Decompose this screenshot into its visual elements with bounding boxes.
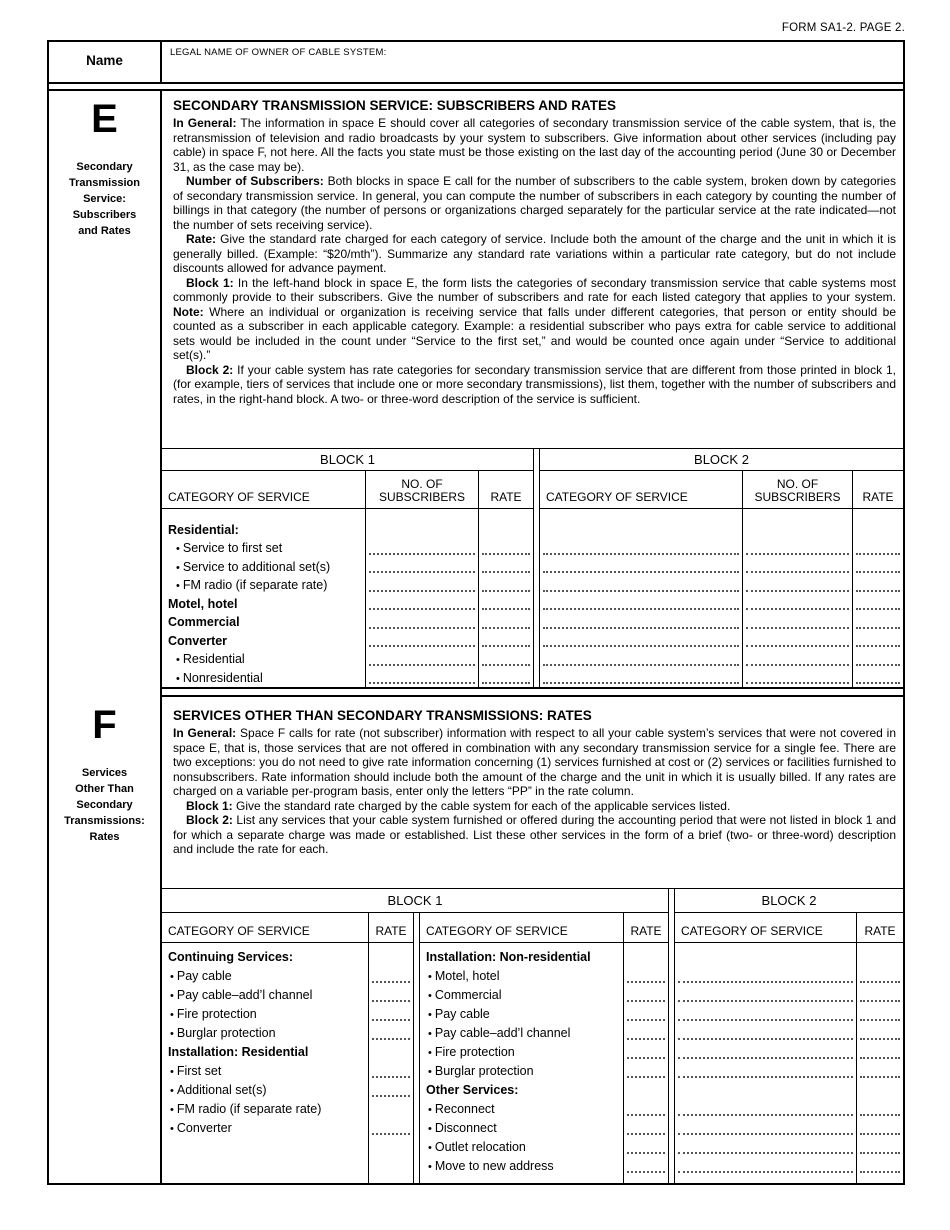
instruction-paragraph	[173, 726, 896, 799]
column-header	[853, 471, 903, 509]
fill-in-row	[857, 1138, 903, 1157]
fill-in-row	[540, 595, 742, 614]
rate-column	[623, 913, 668, 1183]
column-header	[857, 913, 903, 943]
section-e-table	[162, 448, 903, 689]
fill-in-row	[853, 576, 903, 595]
paragraph-lead: Block 2:	[186, 362, 234, 377]
section-f-sidebar-label	[49, 705, 160, 845]
fill-in-row	[857, 1043, 903, 1062]
sidebar-caption-line: Subscribers	[72, 209, 137, 221]
category-of-service-column	[420, 913, 623, 1183]
fill-in-row	[369, 1024, 413, 1043]
rate-column	[852, 471, 903, 687]
sidebar-caption-line: Services	[81, 767, 128, 779]
header-line: CATEGORY OF SERVICE	[426, 924, 568, 938]
fill-in-row	[675, 1005, 856, 1024]
fill-in-row	[675, 1157, 856, 1176]
column-rows	[369, 943, 413, 1138]
fill-in-row	[743, 650, 852, 669]
sidebar-caption-line: Other Than	[75, 783, 134, 795]
column-header	[162, 471, 365, 509]
column-header	[540, 471, 742, 509]
double-line-divider	[668, 889, 675, 1183]
column-rows	[479, 509, 533, 688]
instruction-paragraph	[173, 363, 896, 407]
name-label: Name	[49, 42, 162, 82]
rate-column	[478, 471, 533, 687]
paragraph-text: Space F calls for rate (not subscriber) information with respect to all your cable system’s services that were not covered in space E, that is, those services that are not offered in combination with any secondary transmission service for a single fee. There are two exceptions: you do not need to give rate information concerning (1) services furnished at cost or (2) services or facilities furnished to nonsubscribers. Rate information should include both the amount of the charge and the unit in which it is usually billed. If any rates are charged on a variable per-program basis, enter only the letters “PP” in the rate column.	[173, 726, 896, 798]
fill-in-row	[479, 576, 533, 595]
category-row: Installation: Residential	[168, 1045, 309, 1059]
instruction-paragraph	[173, 174, 896, 232]
fill-in-row	[743, 595, 852, 614]
fill-in-row	[540, 558, 742, 577]
category-row: • Pay cable	[420, 1005, 623, 1024]
fill-in-row	[853, 613, 903, 632]
sidebar-caption-line: and Rates	[78, 225, 131, 237]
paragraph-text: If your cable system has rate categories for secondary transmission service that are different from those printed in block 1, (for example, tiers of services that include one or more secondary transmissions), list them, together with the number of subscribers and rates, in the right-hand block. A two- or three-word description of the service is sufficient.	[173, 362, 896, 406]
section-e-sidebar-caption	[49, 159, 160, 239]
fill-in-row	[675, 1062, 856, 1081]
column-rows	[675, 943, 856, 1176]
category-row: Converter	[168, 633, 228, 648]
fill-in-row	[366, 613, 478, 632]
category-row: • Additional set(s)	[162, 1081, 368, 1100]
content-area	[162, 91, 903, 1183]
column-rows	[420, 943, 623, 1176]
block-columns	[675, 913, 903, 1183]
header-double-rule	[49, 84, 903, 91]
sidebar-caption-line: Secondary	[76, 161, 133, 173]
f-block1	[162, 889, 668, 1183]
fill-in-row	[479, 521, 533, 540]
column-header	[675, 913, 856, 943]
fill-in-row	[853, 669, 903, 688]
category-row: • Residential	[162, 650, 365, 669]
form-box	[47, 40, 905, 1185]
column-header	[366, 471, 478, 509]
paragraph-text: In the left-hand block in space E, the form lists the categories of secondary transmission service that cable systems most commonly provide to their subscribers. Give the number of subscribers and rate for each listed category that applies to your system.	[173, 275, 896, 304]
section-e-letter: E	[91, 97, 118, 141]
fill-in-row	[624, 1081, 668, 1100]
fill-in-row	[675, 1024, 856, 1043]
paragraph-text: List any services that your cable system furnished or offered during the accounting period that were not listed in block 1 and for which a separate charge was made or established. List these other services in the form of a brief (two- or three-word) description and include the rate for each.	[173, 813, 896, 856]
fill-in-row	[540, 632, 742, 651]
fill-in-row	[624, 1005, 668, 1024]
header-line: RATE	[864, 924, 896, 938]
header-line: CATEGORY OF SERVICE	[168, 924, 310, 938]
paragraph-lead: Block 1:	[186, 798, 233, 813]
e-block2	[540, 449, 903, 687]
sidebar-caption-line: Rates	[89, 831, 120, 843]
e-block1	[162, 449, 533, 687]
category-row: • Burglar protection	[420, 1062, 623, 1081]
column-rows	[366, 509, 478, 688]
fill-in-row	[366, 595, 478, 614]
fill-in-row	[743, 613, 852, 632]
fill-in-row	[540, 576, 742, 595]
section-e-instructions	[173, 98, 896, 406]
category-row: • Outlet relocation	[420, 1138, 623, 1157]
instruction-paragraph	[173, 116, 896, 174]
header-line: CATEGORY OF SERVICE	[546, 489, 688, 504]
paragraph-text: Where an individual or organization is receiving service that falls under different categories, that person or entity should be counted as a subscriber in each applicable category. Example: a residential subscriber who pays extra for cable service to additional sets would be included in the count under “Service to the first set,” and would be counted once again under “Service to additional set(s).”	[173, 304, 896, 362]
section-f-title: SERVICES OTHER THAN SECONDARY TRANSMISSIONS: RATES	[173, 708, 592, 723]
category-of-service-column	[540, 471, 742, 687]
column-rows	[853, 509, 903, 688]
fill-in-row	[743, 576, 852, 595]
no-of-subscribers-column	[365, 471, 478, 687]
category-row: Residential:	[168, 522, 239, 537]
category-row: • Service to additional set(s)	[162, 558, 365, 577]
section-divider-rule	[162, 695, 903, 697]
section-f-instructions	[173, 708, 896, 857]
column-rows	[162, 509, 365, 688]
fill-in-row	[624, 1138, 668, 1157]
fill-in-row	[479, 669, 533, 688]
fill-in-row	[540, 669, 742, 688]
fill-in-row	[857, 1005, 903, 1024]
fill-in-row	[479, 558, 533, 577]
fill-in-row	[479, 613, 533, 632]
section-e-title: SECONDARY TRANSMISSION SERVICE: SUBSCRIBERS AND RATES	[173, 98, 617, 113]
fill-in-row	[479, 595, 533, 614]
fill-in-row	[366, 558, 478, 577]
fill-in-row	[675, 1100, 856, 1119]
fill-in-row	[624, 948, 668, 967]
header-line: RATE	[862, 489, 894, 504]
column-rows	[540, 509, 742, 688]
instruction-paragraph	[173, 799, 896, 814]
fill-in-row	[853, 558, 903, 577]
paragraph-lead: Rate:	[186, 232, 217, 246]
no-of-subscribers-column	[742, 471, 852, 687]
fill-in-row	[366, 539, 478, 558]
column-header	[743, 471, 852, 509]
fill-in-row	[853, 539, 903, 558]
instruction-paragraph	[173, 813, 896, 857]
category-row: • Disconnect	[420, 1119, 623, 1138]
category-row: Motel, hotel	[168, 596, 238, 611]
header-line: SUBSCRIBERS	[754, 489, 841, 504]
fill-in-row	[366, 576, 478, 595]
fill-in-row	[675, 1119, 856, 1138]
category-row: • Pay cable–add’l channel	[420, 1024, 623, 1043]
sidebar-caption-line: Service:	[83, 193, 126, 205]
fill-in-row	[675, 986, 856, 1005]
category-row: • First set	[162, 1062, 368, 1081]
f-block2	[675, 889, 903, 1183]
paragraph-text: Both blocks in space E call for the number of subscribers to the cable system, broken down by categories of secondary transmission service. In general, you can compute the number of subscribers in each category by counting the number of billings in that category (the number of persons or organizations charged separately for the particular service at the rate indicated—not the number of sets receiving service).	[173, 174, 896, 232]
fill-in-row	[624, 1119, 668, 1138]
category-row: Commercial	[168, 615, 240, 629]
column-rows	[857, 943, 903, 1176]
header-line: SUBSCRIBERS	[378, 489, 466, 504]
fill-in-row	[369, 1062, 413, 1081]
fill-in-row	[369, 1119, 413, 1138]
section-e-sidebar-label	[49, 99, 160, 239]
column-header	[479, 471, 533, 509]
fill-in-row	[675, 1138, 856, 1157]
category-row: • Pay cable–add’l channel	[162, 986, 368, 1005]
header-line: CATEGORY OF SERVICE	[681, 924, 823, 938]
form-body	[49, 91, 903, 1183]
fill-in-row	[624, 1024, 668, 1043]
fill-in-row	[540, 650, 742, 669]
fill-in-row	[479, 650, 533, 669]
category-row: • FM radio (if separate rate)	[162, 1100, 368, 1119]
name-row	[49, 42, 903, 84]
paragraph-lead: Number of Subscribers:	[186, 174, 324, 188]
fill-in-row	[853, 650, 903, 669]
fill-in-row	[743, 539, 852, 558]
category-row: • Fire protection	[162, 1005, 368, 1024]
header-line: CATEGORY OF SERVICE	[168, 489, 310, 504]
fill-in-row	[743, 669, 852, 688]
fill-in-row	[369, 986, 413, 1005]
fill-in-row	[675, 1081, 856, 1100]
fill-in-row	[369, 967, 413, 986]
category-row: • Motel, hotel	[420, 967, 623, 986]
category-of-service-column	[162, 471, 365, 687]
category-row: • Nonresidential	[162, 669, 365, 688]
block-columns	[540, 471, 903, 687]
fill-in-row	[369, 948, 413, 967]
fill-in-row	[857, 986, 903, 1005]
legal-name-field-label: LEGAL NAME OF OWNER OF CABLE SYSTEM:	[170, 47, 387, 58]
section-f-sidebar-caption	[49, 765, 160, 845]
column-rows	[624, 943, 668, 1176]
fill-in-row	[479, 632, 533, 651]
paragraph-lead: Block 2:	[186, 813, 233, 827]
category-row: • Fire protection	[420, 1043, 623, 1062]
block-title: BLOCK 2	[540, 449, 903, 471]
header-line: NO. OF	[401, 476, 443, 491]
fill-in-row	[857, 1157, 903, 1176]
paragraph-text: Give the standard rate charged by the cable system for each of the applicable services listed.	[232, 798, 731, 813]
section-e-paragraphs	[173, 116, 896, 406]
paragraph-lead: Block 1:	[186, 275, 234, 290]
paragraph-lead: Note:	[173, 304, 204, 319]
fill-in-row	[624, 967, 668, 986]
category-of-service-column	[162, 913, 368, 1183]
paragraph-lead: In General:	[173, 726, 237, 740]
fill-in-row	[853, 595, 903, 614]
fill-in-row	[366, 669, 478, 688]
fill-in-row	[369, 1005, 413, 1024]
column-header	[624, 913, 668, 943]
fill-in-row	[624, 1043, 668, 1062]
block-title: BLOCK 2	[675, 889, 903, 913]
fill-in-row	[853, 521, 903, 540]
fill-in-row	[853, 632, 903, 651]
section-f-letter: F	[92, 703, 117, 747]
category-row: Installation: Non-residential	[426, 950, 591, 964]
header-line: NO. OF	[776, 476, 819, 491]
fill-in-row	[624, 1157, 668, 1176]
section-f-table	[162, 888, 903, 1183]
fill-in-row	[857, 948, 903, 967]
fill-in-row	[857, 967, 903, 986]
header-line: RATE	[630, 924, 662, 938]
category-row: Other Services:	[426, 1083, 519, 1097]
fill-in-row	[857, 1081, 903, 1100]
fill-in-row	[366, 650, 478, 669]
fill-in-row	[857, 1062, 903, 1081]
fill-in-row	[857, 1119, 903, 1138]
paragraph-lead: In General:	[173, 116, 237, 130]
category-row: • Burglar protection	[162, 1024, 368, 1043]
fill-in-row	[540, 521, 742, 540]
rate-column	[368, 913, 413, 1183]
fill-in-row	[479, 539, 533, 558]
sidebar	[49, 91, 162, 1183]
fill-in-row	[675, 948, 856, 967]
fill-in-row	[857, 1100, 903, 1119]
fill-in-row	[743, 521, 852, 540]
category-row: • Commercial	[420, 986, 623, 1005]
category-row: • Pay cable	[162, 967, 368, 986]
column-header	[162, 913, 368, 943]
block-title: BLOCK 1	[162, 889, 668, 913]
category-row: • Reconnect	[420, 1100, 623, 1119]
paragraph-text: Give the standard rate charged for each category of service. Include both the amount of the charge and the unit in which it is generally billed. (Example: “$20/mth”). Summarize any standard rate variations within a particular rate category, but do not include discounts allowed for advance payment.	[173, 232, 896, 275]
fill-in-row	[369, 1100, 413, 1119]
sidebar-caption-line: Transmissions:	[64, 815, 145, 827]
category-row: • Service to first set	[162, 539, 365, 558]
sidebar-caption-line: Secondary	[76, 799, 133, 811]
column-header	[369, 913, 413, 943]
category-row: Continuing Services:	[168, 950, 294, 964]
instruction-paragraph	[173, 276, 896, 363]
fill-in-row	[624, 1100, 668, 1119]
fill-in-row	[366, 632, 478, 651]
header-line: RATE	[490, 489, 522, 504]
fill-in-row	[366, 521, 478, 540]
fill-in-row	[743, 558, 852, 577]
paragraph-text: The information in space E should cover all categories of secondary transmission service of the cable system, that is, the retransmission of television and radio broadcasts by your system to subscribers. Give information about other services (including pay cable) in space F, not here. All the facts you state must be those existing on the last day of the accounting period (June 30 or December 31, as the case may be).	[173, 116, 897, 174]
fill-in-row	[624, 986, 668, 1005]
category-row: • Converter	[162, 1119, 368, 1138]
column-rows	[743, 509, 852, 688]
block-columns	[162, 471, 533, 687]
column-header	[420, 913, 623, 943]
category-row: • FM radio (if separate rate)	[162, 576, 365, 595]
block-title: BLOCK 1	[162, 449, 533, 471]
double-line-divider	[533, 449, 540, 687]
fill-in-row	[743, 632, 852, 651]
fill-in-row	[369, 1043, 413, 1062]
fill-in-row	[675, 967, 856, 986]
section-f-paragraphs	[173, 726, 896, 857]
instruction-paragraph	[173, 232, 896, 276]
fill-in-row	[675, 1043, 856, 1062]
column-rows	[162, 943, 368, 1138]
fill-in-row	[857, 1024, 903, 1043]
fill-in-row	[624, 1062, 668, 1081]
header-line: RATE	[375, 924, 407, 938]
block-columns	[162, 913, 668, 1183]
category-row: • Move to new address	[420, 1157, 623, 1176]
fill-in-row	[540, 539, 742, 558]
sidebar-caption-line: Transmission	[69, 177, 140, 189]
form-number: FORM SA1-2. PAGE 2.	[781, 22, 905, 34]
double-line-divider	[413, 913, 420, 1183]
fill-in-row	[540, 613, 742, 632]
category-of-service-column	[675, 913, 856, 1183]
fill-in-row	[369, 1081, 413, 1100]
rate-column	[856, 913, 903, 1183]
